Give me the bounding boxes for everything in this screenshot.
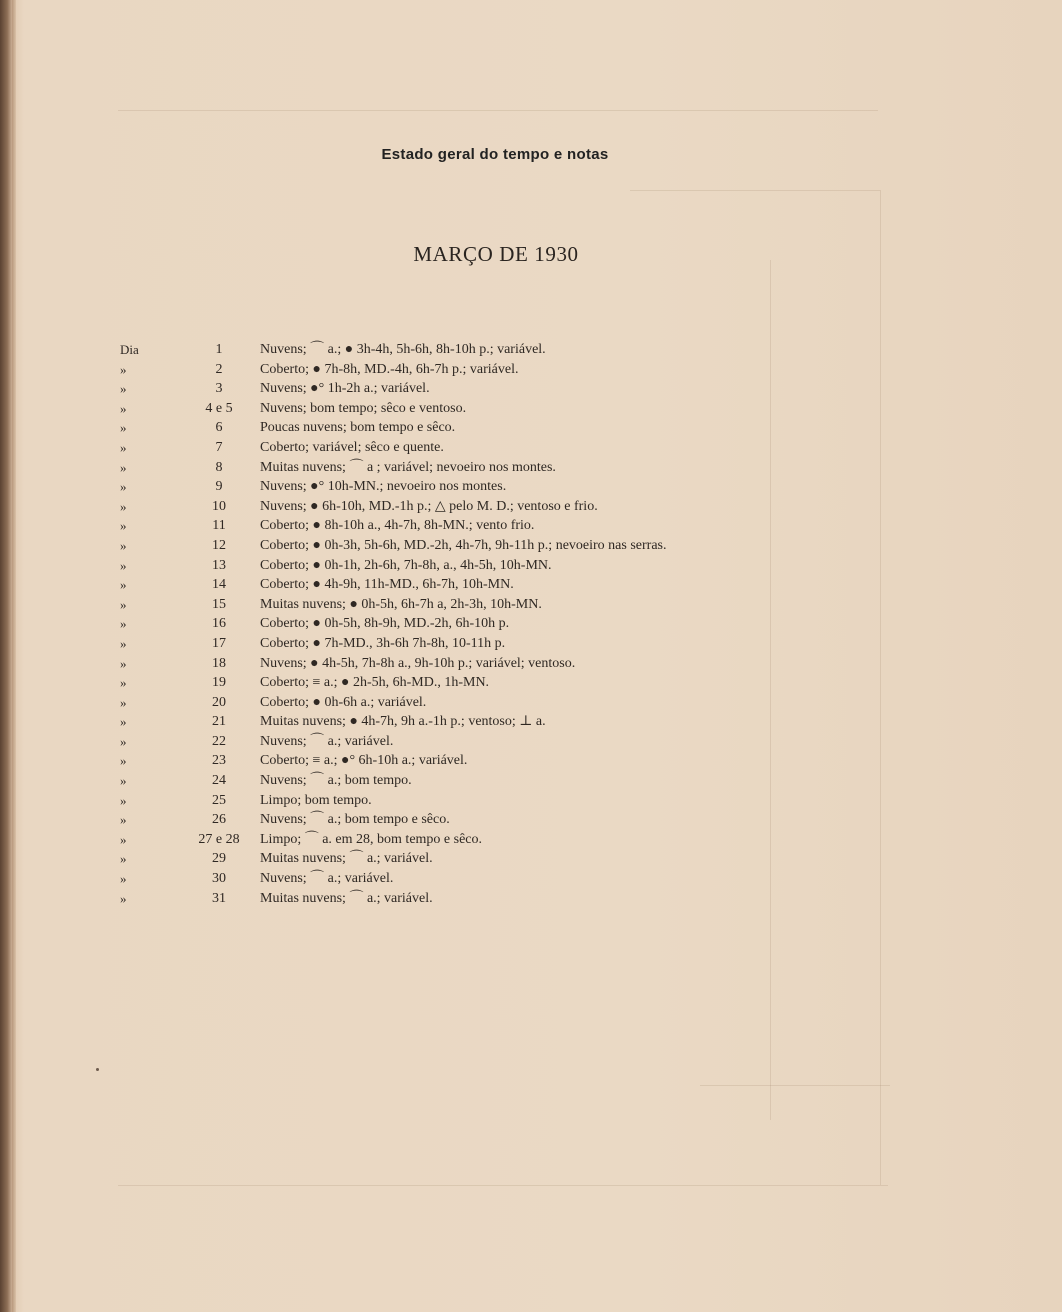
day-number: 27 e 28 <box>198 831 240 847</box>
day-number: 6 <box>215 420 223 436</box>
table-row <box>112 732 666 752</box>
table-row <box>112 340 666 360</box>
day-number: 21 <box>212 714 226 730</box>
weather-note: Muitas nuvens; ● 0h-5h, 6h-7h a, 2h-3h, 10h-MN. <box>260 596 542 612</box>
day-label: » <box>120 635 127 651</box>
day-number: 23 <box>212 753 226 769</box>
weather-note: Muitas nuvens; ⌒ a ; variável; nevoeiro nos montes. <box>260 459 556 475</box>
day-label: » <box>120 851 127 867</box>
weather-note: Muitas nuvens; ⌒ a.; variável. <box>260 851 433 867</box>
table-row <box>112 477 666 497</box>
day-number: 4 e 5 <box>205 400 233 416</box>
day-number: 25 <box>212 792 226 808</box>
day-label: » <box>120 655 127 671</box>
weather-note: Coberto; ● 0h-5h, 8h-9h, MD.-2h, 6h-10h p. <box>260 616 510 632</box>
day-label: » <box>120 400 127 416</box>
table-row <box>112 614 666 634</box>
day-label: » <box>120 479 127 495</box>
weather-note: Nuvens; ●° 10h-MN.; nevoeiro nos montes. <box>260 479 507 495</box>
table-row <box>112 497 666 517</box>
day-number: 16 <box>212 616 226 632</box>
weather-note: Nuvens; ● 6h-10h, MD.-1h p.; △ pelo M. D.; ventoso e frio. <box>260 498 598 514</box>
day-label: » <box>120 420 127 436</box>
ink-speck <box>96 1068 99 1071</box>
day-number: 3 <box>215 381 223 397</box>
day-label: » <box>120 577 127 593</box>
day-label: » <box>120 557 127 573</box>
day-label: » <box>120 812 127 828</box>
weather-note: Coberto; ● 0h-3h, 5h-6h, MD.-2h, 4h-7h, 9h-11h p.; nevoeiro nas serras. <box>260 537 667 553</box>
weather-note: Coberto; ● 7h-8h, MD.-4h, 6h-7h p.; variável. <box>260 361 519 377</box>
table-row <box>112 379 666 399</box>
table-row <box>112 536 666 556</box>
day-number: 11 <box>212 518 226 534</box>
weather-note: Coberto; variável; sêco e quente. <box>260 439 444 455</box>
day-label: » <box>120 773 127 789</box>
weather-note: Coberto; ● 4h-9h, 11h-MD., 6h-7h, 10h-MN. <box>260 577 514 593</box>
day-label: » <box>120 792 127 808</box>
table-row <box>112 771 666 791</box>
day-label: » <box>120 498 127 514</box>
table-row <box>112 889 666 909</box>
day-number: 14 <box>212 577 226 593</box>
weather-note: Coberto; ● 0h-1h, 2h-6h, 7h-8h, a., 4h-5h, 10h-MN. <box>260 557 552 573</box>
weather-note: Nuvens; ⌒ a.; ● 3h-4h, 5h-6h, 8h-10h p.; variável. <box>260 342 546 357</box>
table-row <box>112 634 666 654</box>
table-row <box>112 693 666 713</box>
day-number: 17 <box>212 635 226 651</box>
day-number: 29 <box>212 851 226 867</box>
day-number: 19 <box>212 675 226 691</box>
day-number: 30 <box>212 871 226 887</box>
page-edge <box>12 0 16 1312</box>
day-number: 12 <box>212 537 226 553</box>
page-title: MARÇO DE 1930 <box>413 242 579 266</box>
day-number: 15 <box>212 596 226 612</box>
weather-note: Coberto; ≡ a.; ●° 6h-10h a.; variável. <box>260 753 468 769</box>
day-label: » <box>120 616 127 632</box>
day-number: 9 <box>215 479 223 495</box>
weather-note: Nuvens; ●° 1h-2h a.; variável. <box>260 381 430 397</box>
table-row <box>112 399 666 419</box>
day-label: » <box>120 459 127 475</box>
weather-note: Poucas nuvens; bom tempo e sêco. <box>260 420 456 436</box>
day-label: » <box>120 753 127 769</box>
daily-weather-table <box>112 340 666 908</box>
day-number: 31 <box>212 890 226 906</box>
weather-note: Nuvens; ⌒ a.; bom tempo. <box>260 773 412 789</box>
show-through-line <box>118 1185 888 1186</box>
day-label: » <box>120 675 127 691</box>
show-through-line <box>118 110 878 111</box>
weather-note: Nuvens; ⌒ a.; bom tempo e sêco. <box>260 812 450 828</box>
day-label: » <box>120 890 127 906</box>
day-label: » <box>120 439 127 455</box>
table-row <box>112 418 666 438</box>
weather-note: Nuvens; ⌒ a.; variável. <box>260 871 394 887</box>
book-spine <box>0 0 12 1312</box>
weather-note: Limpo; bom tempo. <box>260 792 372 808</box>
table-row <box>112 849 666 869</box>
day-label: » <box>120 694 127 710</box>
day-number: 1 <box>215 342 223 357</box>
table-row <box>112 810 666 830</box>
day-label: Dia <box>120 342 139 357</box>
weather-note: Muitas nuvens; ● 4h-7h, 9h a.-1h p.; ventoso; ⊥ a. <box>260 714 546 730</box>
page-header: Estado geral do tempo e notas <box>381 146 609 163</box>
day-number: 2 <box>215 361 223 377</box>
day-label: » <box>120 733 127 749</box>
day-label: » <box>120 596 127 612</box>
table-row <box>112 516 666 536</box>
weather-note: Nuvens; ⌒ a.; variável. <box>260 733 394 749</box>
table-row <box>112 438 666 458</box>
weather-note: Limpo; ⌒ a. em 28, bom tempo e sêco. <box>260 831 483 847</box>
weather-note: Nuvens; ● 4h-5h, 7h-8h a., 9h-10h p.; variável; ventoso. <box>260 655 576 671</box>
day-number: 24 <box>212 773 226 789</box>
weather-note: Coberto; ≡ a.; ● 2h-5h, 6h-MD., 1h-MN. <box>260 675 490 691</box>
day-number: 7 <box>215 439 223 455</box>
day-number: 13 <box>212 557 226 573</box>
table-row <box>112 458 666 478</box>
day-number: 10 <box>212 498 226 514</box>
day-label: » <box>120 871 127 887</box>
weather-note: Nuvens; bom tempo; sêco e ventoso. <box>260 400 467 416</box>
day-number: 8 <box>215 459 223 475</box>
day-label: » <box>120 518 127 534</box>
table-row <box>112 869 666 889</box>
show-through-line <box>880 190 881 1185</box>
table-row <box>112 595 666 615</box>
show-through-line <box>700 1085 890 1086</box>
day-number: 18 <box>212 655 226 671</box>
table-row <box>112 556 666 576</box>
show-through-line <box>770 260 771 1120</box>
table-row <box>112 751 666 771</box>
day-number: 22 <box>212 733 226 749</box>
table-row <box>112 830 666 850</box>
day-label: » <box>120 361 127 377</box>
day-label: » <box>120 831 127 847</box>
day-label: » <box>120 381 127 397</box>
table-row <box>112 654 666 674</box>
show-through-line <box>630 190 880 191</box>
weather-note: Muitas nuvens; ⌒ a.; variável. <box>260 890 433 906</box>
table-row <box>112 791 666 811</box>
table-row <box>112 673 666 693</box>
day-label: » <box>120 714 127 730</box>
day-number: 26 <box>212 812 226 828</box>
weather-note: Coberto; ● 0h-6h a.; variável. <box>260 694 427 710</box>
table-row <box>112 712 666 732</box>
weather-note: Coberto; ● 7h-MD., 3h-6h 7h-8h, 10-11h p. <box>260 635 506 651</box>
weather-note: Coberto; ● 8h-10h a., 4h-7h, 8h-MN.; vento frio. <box>260 518 535 534</box>
day-number: 20 <box>212 694 226 710</box>
day-label: » <box>120 537 127 553</box>
table-row <box>112 360 666 380</box>
table-row <box>112 575 666 595</box>
